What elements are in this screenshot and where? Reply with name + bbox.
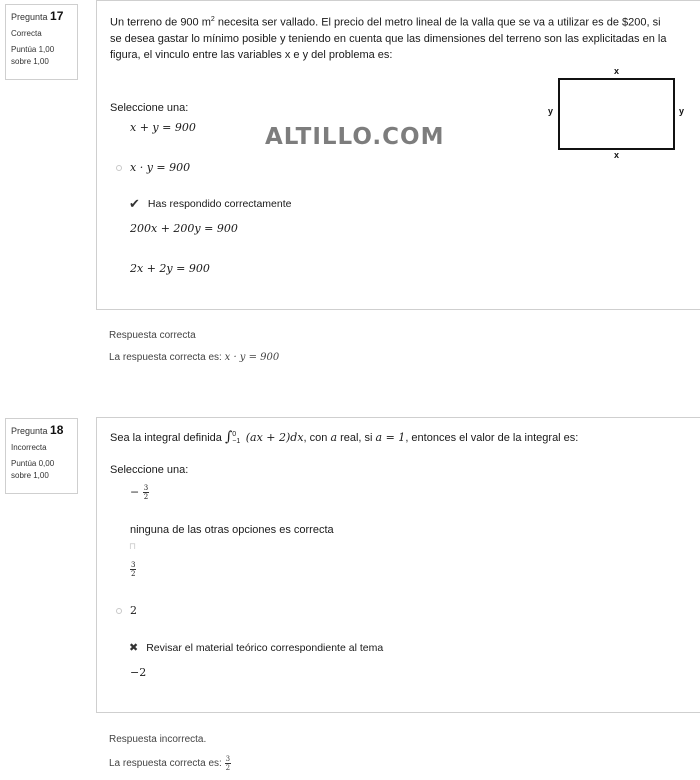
q18-option-2[interactable]: ninguna de las otras opciones es correcta bbox=[130, 524, 334, 536]
terrain-figure bbox=[546, 66, 696, 162]
q18-option-1[interactable]: − $\frac{3}{2}$ bbox=[130, 484, 149, 501]
q17-state: Correcta bbox=[11, 29, 42, 38]
q17-number: Pregunta 17 bbox=[11, 9, 64, 23]
q18-option-3[interactable]: $\frac{3}{2}$ bbox=[131, 561, 136, 578]
q17-option-4[interactable]: 2x + 2y = 900 bbox=[130, 262, 210, 275]
q17-correct-answer: La respuesta correcta es: x · y = 900 bbox=[109, 352, 280, 363]
q17-radio-selected[interactable] bbox=[116, 165, 122, 171]
q18-state: Incorrecta bbox=[11, 443, 47, 452]
q18-select-prompt: Seleccione una: bbox=[110, 464, 189, 476]
q17-option-2[interactable]: x · y = 900 bbox=[130, 161, 191, 174]
q18-question-text: Sea la integral definida ∫ 0 −1 (ax + 2)dx, con a real, si a = 1, entonces el valor de la integral es: bbox=[110, 429, 579, 446]
q18-feedback: ✖ Revisar el material teórico correspondiente al tema bbox=[129, 641, 384, 654]
q17-option-3[interactable]: 200x + 200y = 900 bbox=[130, 222, 238, 235]
integral-sign: ∫ bbox=[224, 429, 233, 445]
q17-grade: Puntúa 1,00 sobre 1,00 bbox=[11, 45, 55, 66]
cross-icon: ✖ bbox=[129, 642, 139, 654]
q18-option-5[interactable]: −2 bbox=[130, 666, 147, 679]
q18-grade: Puntúa 0,00 sobre 1,00 bbox=[11, 459, 55, 480]
q18-outcome: Respuesta incorrecta. bbox=[109, 734, 207, 745]
watermark: ALTILLO.COM bbox=[265, 124, 445, 150]
q18-content bbox=[96, 417, 700, 713]
q18-number: Pregunta 18 bbox=[11, 423, 64, 437]
figure-label-right: y bbox=[679, 106, 685, 116]
figure-label-left: y bbox=[548, 106, 554, 116]
q17-feedback: ✔ Has respondido correctamente bbox=[129, 196, 292, 211]
q17-select-prompt: Seleccione una: bbox=[110, 102, 189, 114]
q18-radio-selected[interactable] bbox=[116, 608, 122, 614]
checkmark-icon: ✔ bbox=[129, 196, 140, 211]
terrain-rectangle bbox=[558, 78, 675, 150]
figure-label-top: x bbox=[614, 66, 620, 76]
q17-info-box bbox=[5, 4, 78, 80]
figure-label-bottom: x bbox=[614, 150, 620, 160]
q18-correct-answer: La respuesta correcta es: $\frac{3}{2}$ bbox=[109, 755, 231, 772]
q18-info-box bbox=[5, 418, 78, 494]
q17-question-text: Un terreno de 900 $m^2$ necesita ser vallado. El precio del metro lineal de la valla que se va a utilizar es de $200, si se desea gastar lo mínimo posible y teniendo en cuenta que las dimensiones del terreno son las explicitadas en la figura, el vinculo entre las variables x e y del problema es: bbox=[110, 16, 667, 61]
q18-option-icon: ⊓ bbox=[129, 541, 137, 551]
q17-outcome: Respuesta correcta bbox=[109, 330, 196, 341]
q18-option-4[interactable]: 2 bbox=[130, 604, 137, 617]
q17-option-1[interactable]: x + y = 900 bbox=[130, 121, 196, 134]
